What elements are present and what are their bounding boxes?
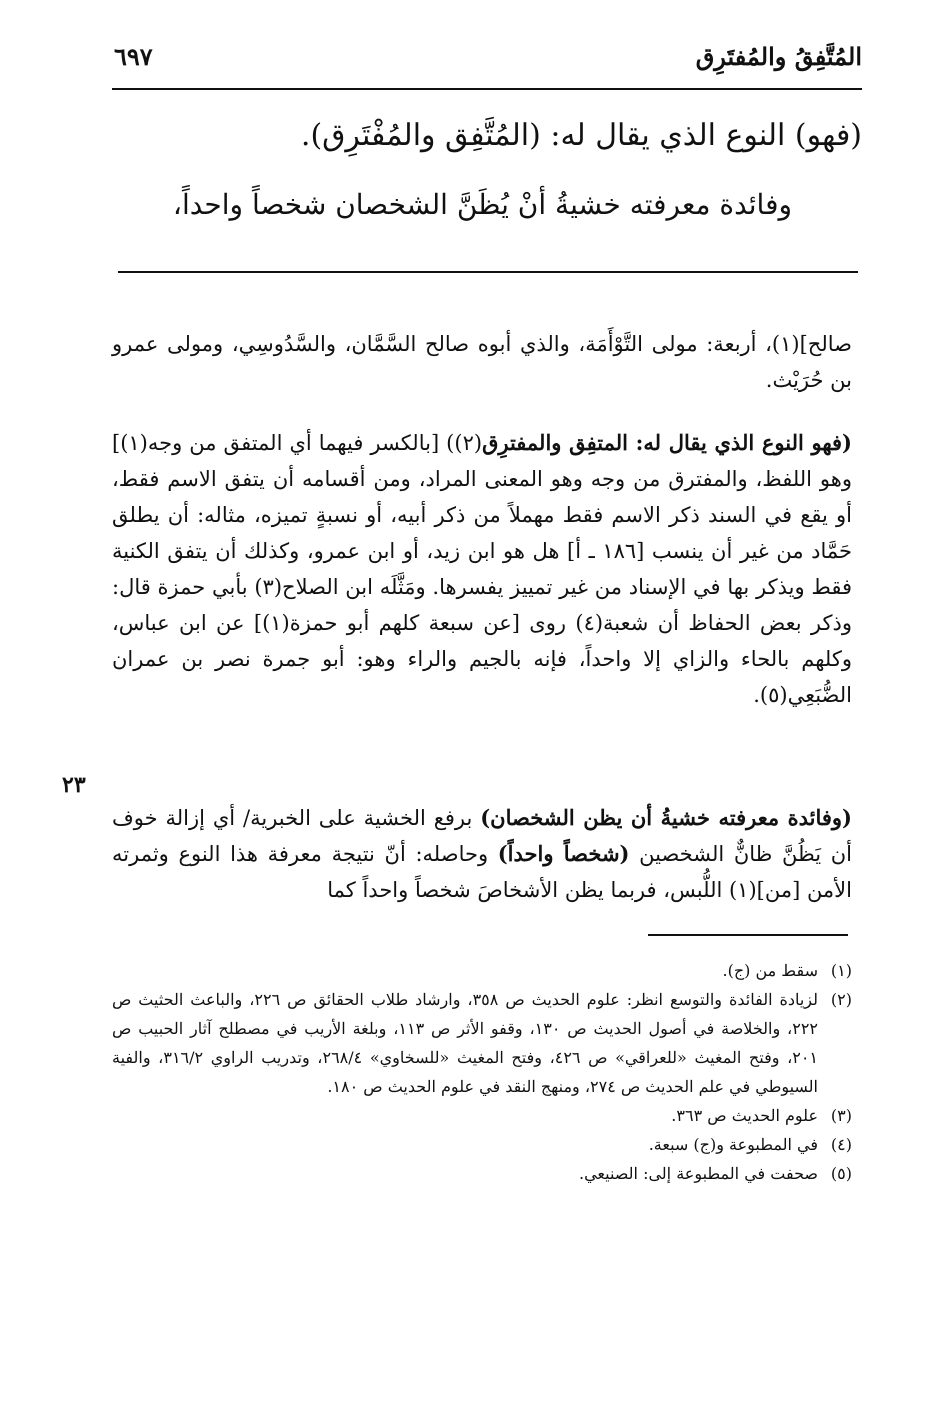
- footnote-text: لزيادة الفائدة والتوسع انظر: علوم الحديث ص ٣٥٨، وارشاد طلاب الحقائق ص ٢٢٦، والباعث الحثيث ص ٢٢٢، والخلاصة في أصول الحديث ص ١٣٠، وقفو الأثر ص ١١٣، وبلغة الأريب في مصطلح آثار الحبيب ص ٢٠١، وفتح المغيث «للعراقي» ص ٤٢٦، وفتح المغيث «للسخاوي» ٢٦٨/٤، وتدريب الراوي ٣١٦/٢، والفية السيوطي في علم الحديث ص ٢٧٤، ومنهج النقد في علوم الحديث ص ١٨٠.: [112, 990, 819, 1096]
- commentary-text: (٢)) [بالكسر فيهما أي المتفق من وجه(١)] وهو اللفظ، والمفترق من وجه وهو المعنى المراد، ومن أقسامه أن يتفق الاسم فقط، أو يقع في السند ذكر الاسم فقط مهملاً من ذكر أبيه، أو نسبةٍ تميزه، مثاله: أن يطلق حَمَّاد من غير أن ينسب [١٨٦ ـ أ] هل هو ابن زيد، أو ابن عمرو، وكذلك أن يتفق الكنية فقط ويذكر بها في الإسناد من غير تمييز يفسرها. ومَثَّلَه ابن الصلاح(٣) بأبي حمزة قال: وذكر بعض الحفاظ أن شعبة(٤) روى [عن سبعة كلهم أبو حمزة(١)] عن ابن عباس، وكلهم بالحاء والزاي إلا واحداً، فإنه بالجيم والراء وهو: أبو جمرة نصر بن عمران الضُّبَعِي(٥).: [112, 431, 853, 707]
- footnote-number: (٢): [830, 990, 852, 1009]
- footnote-number: (٣): [830, 1106, 852, 1125]
- commentary-text: برفع الخشية على الخبرية/ أي إزالة خوف أن يَظُنَّ ظانٌّ الشخصين: [112, 806, 852, 866]
- footnotes-list: [112, 956, 852, 1188]
- footnote-text: في المطبوعة و(ج) سبعة.: [648, 1135, 818, 1154]
- footnote-number: (١): [830, 961, 852, 980]
- footnote-item: [112, 985, 852, 1101]
- matn-line-1: (فهو) النوع الذي يقال له: (المُتَّفِق والمُفْتَرِق).: [300, 118, 862, 153]
- commentary-paragraph-1: صالح](١)، أربعة: مولى التَّوْأَمَة، والذي أبوه صالح السَّمَّان، والسَّدُوسِي، ومولى عمرو بن حُرَيْث.: [112, 332, 852, 392]
- footnote-text: علوم الحديث ص ٣٦٣.: [671, 1106, 818, 1125]
- page-number: ٦٩٧: [114, 42, 153, 71]
- commentary-paragraph-2: [112, 425, 852, 713]
- footnote-item: [112, 1159, 852, 1188]
- footnote-text: سقط من (ج).: [722, 961, 818, 980]
- matn-line-2: وفائدة معرفته خشيةُ أنْ يُظَنَّ الشخصان شخصاً واحداً،: [172, 188, 792, 221]
- commentary-heading: (فهو النوع الذي يقال له: المتفِق والمفترِق: [482, 430, 852, 455]
- matn-divider: [118, 271, 858, 273]
- running-title: المُتَّفِقُ والمُفتَرِق: [695, 42, 862, 71]
- footnote-divider: [648, 934, 848, 936]
- footnote-number: (٤): [830, 1135, 852, 1154]
- footnote-item: [112, 956, 852, 985]
- footnote-item: [112, 1130, 852, 1159]
- footnote-item: [112, 1101, 852, 1130]
- commentary-quote: (شخصاً واحداً): [497, 841, 630, 866]
- commentary-text: وحاصله: أنّ نتيجة معرفة هذا النوع وثمرته الأمن [من](١) اللُّبس، فربما يظن الأشخاصَ شخصاً واحداً كما: [112, 842, 852, 902]
- manuscript-folio-mark: ٢٣: [62, 772, 86, 798]
- footnote-text: صحفت في المطبوعة إلى: الصنيعي.: [579, 1164, 818, 1183]
- commentary-paragraph-3: [112, 800, 852, 908]
- page-header: [112, 34, 862, 90]
- commentary-heading: (وفائدة معرفته خشيةُ أن يظن الشخصان): [480, 805, 852, 830]
- footnote-number: (٥): [830, 1164, 852, 1183]
